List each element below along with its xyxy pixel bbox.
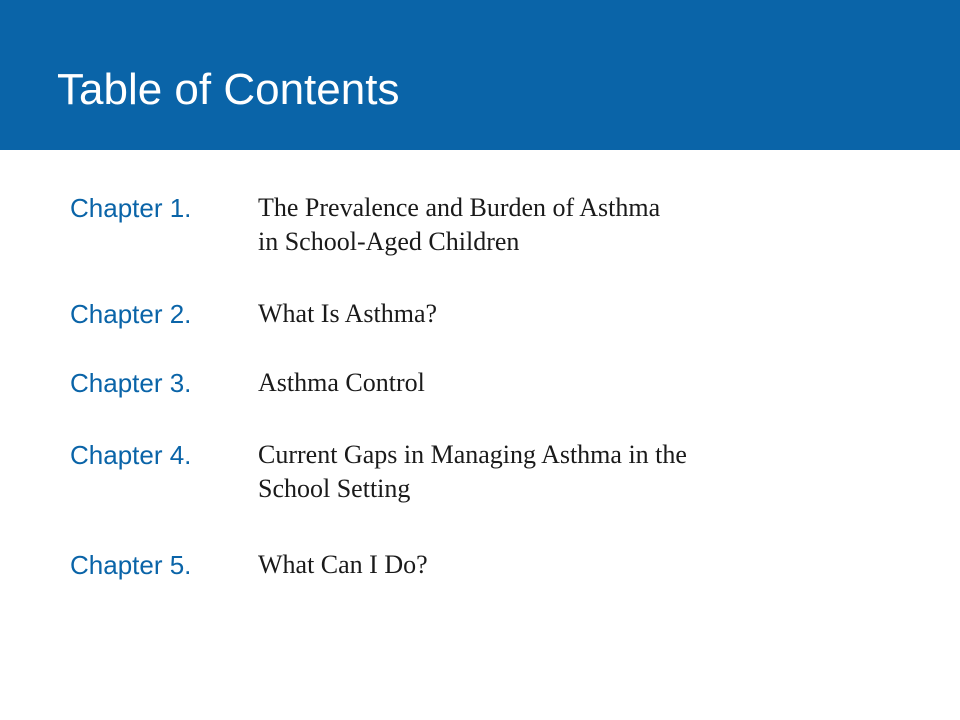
chapter-label: Chapter 4. [70, 440, 192, 470]
chapter-title [258, 297, 818, 331]
chapter-title [258, 191, 818, 259]
chapter-title-line: Current Gaps in Managing Asthma in the [258, 440, 687, 469]
page-title: Table of Contents [57, 65, 400, 114]
chapter-title-line: Asthma Control [258, 368, 425, 397]
chapter-title-line: in School-Aged Children [258, 227, 520, 256]
chapter-label: Chapter 5. [70, 550, 192, 580]
chapter-label: Chapter 2. [70, 299, 192, 329]
chapter-title [258, 438, 818, 506]
chapter-title [258, 366, 818, 400]
chapter-title-line: The Prevalence and Burden of Asthma [258, 193, 661, 222]
chapter-label: Chapter 1. [70, 193, 192, 223]
chapter-title-line: What Can I Do? [258, 550, 428, 579]
chapter-title [258, 548, 818, 582]
chapter-title-line: School Setting [258, 474, 411, 503]
chapter-label: Chapter 3. [70, 368, 192, 398]
chapter-title-line: What Is Asthma? [258, 299, 438, 328]
